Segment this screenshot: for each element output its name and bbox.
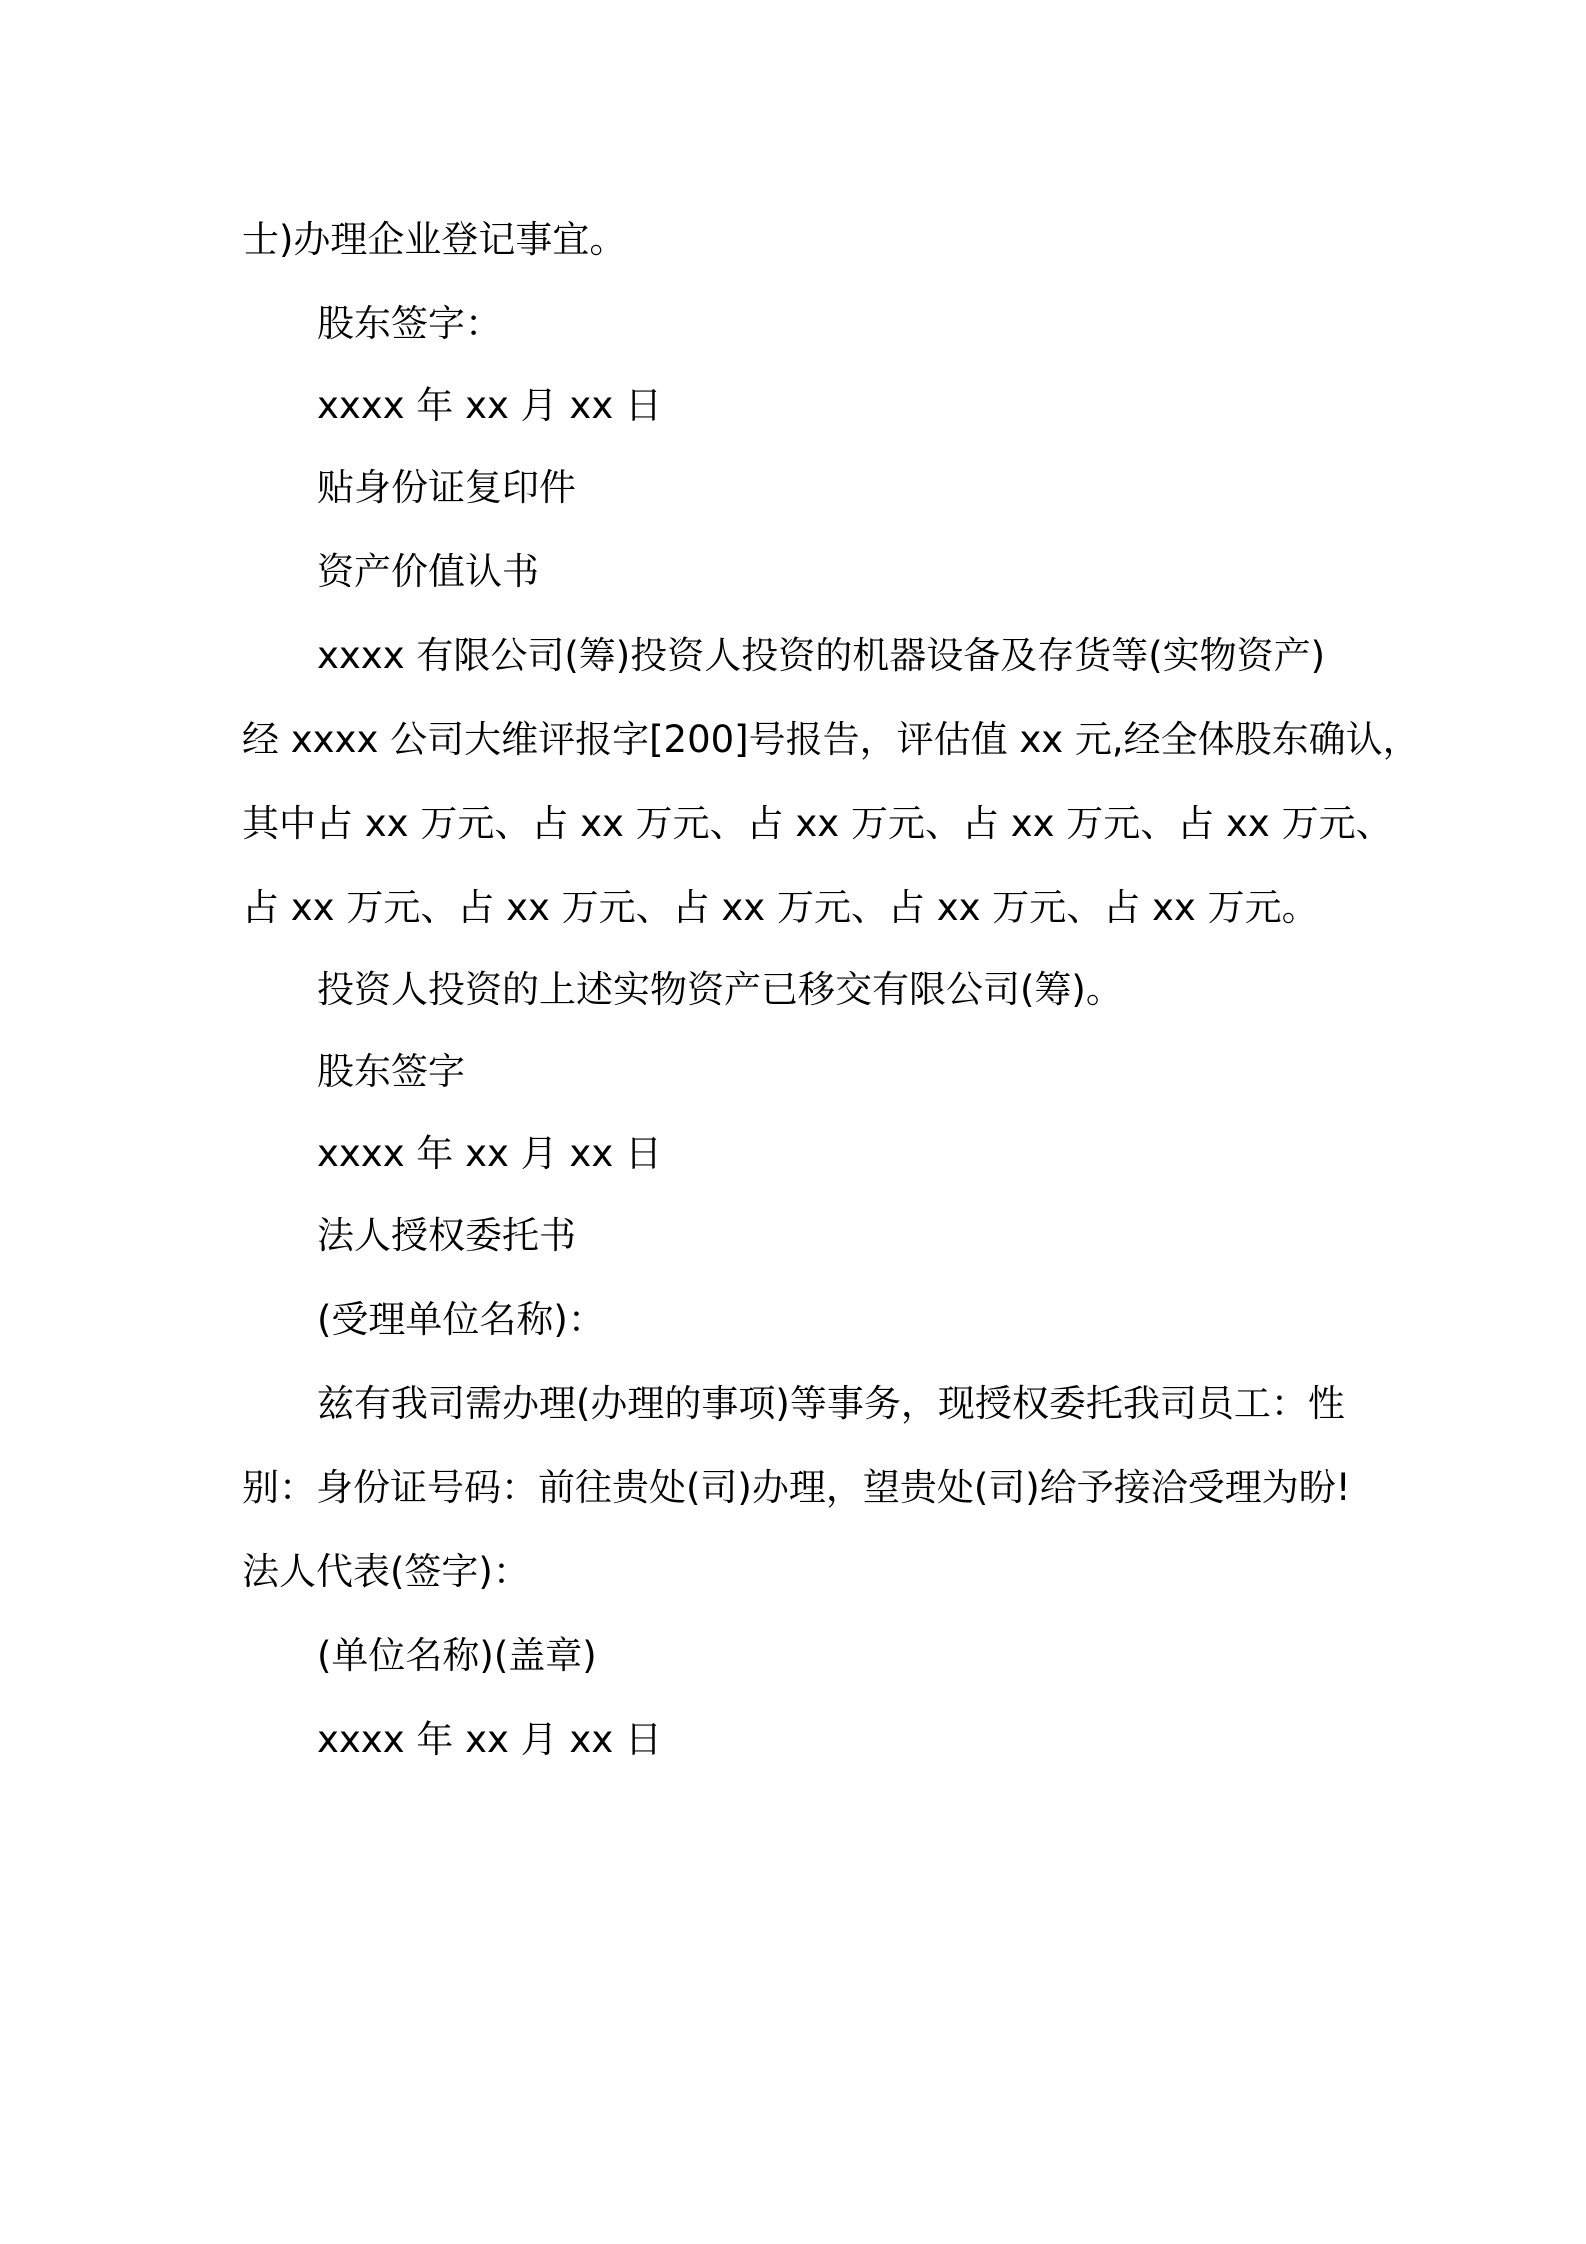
shareholder-signature-label-2: 股东签字 (317, 1050, 465, 1093)
asset-transfer-statement: 投资人投资的上述实物资产已移交有限公司(筹)。 (317, 968, 1123, 1011)
date-line-3: xxxx 年 xx 月 xx 日 (317, 1718, 662, 1761)
document-body (242, 198, 1420, 1782)
legal-representative-signature: 法人代表(签字)： (242, 1550, 530, 1593)
asset-value-heading: 资产价值认书 (317, 550, 539, 593)
authorization-heading: 法人授权委托书 (317, 1214, 576, 1257)
authorization-paragraph-line-2: 别：身份证号码：前往贵处(司)办理，望贵处(司)给予接洽受理为盼! (242, 1466, 1351, 1509)
unit-name-seal-line: (单位名称)(盖章) (317, 1634, 597, 1677)
text-line-registration: 士)办理企业登记事宜。 (242, 218, 627, 261)
date-line-2: xxxx 年 xx 月 xx 日 (317, 1132, 662, 1175)
date-line: xxxx 年 xx 月 xx 日 (317, 384, 662, 427)
asset-paragraph-line-4: 占 xx 万元、占 xx 万元、占 xx 万元、占 xx 万元、占 xx 万元。 (242, 886, 1319, 929)
asset-paragraph-line-2: 经 xxxx 公司大维评报字[200]号报告，评估值 xx 元,经全体股东确认， (242, 718, 1420, 761)
shareholder-signature-label: 股东签字： (317, 302, 502, 345)
authorization-paragraph-line-1: 兹有我司需办理(办理的事项)等事务，现授权委托我司员工：性 (317, 1382, 1345, 1425)
asset-paragraph-line-3: 其中占 xx 万元、占 xx 万元、占 xx 万元、占 xx 万元、占 xx 万元、 (242, 802, 1393, 845)
id-copy-note: 贴身份证复印件 (317, 466, 576, 509)
asset-paragraph-line-1: xxxx 有限公司(筹)投资人投资的机器设备及存货等(实物资产) (317, 634, 1326, 677)
recipient-unit-line: (受理单位名称)： (317, 1298, 605, 1341)
